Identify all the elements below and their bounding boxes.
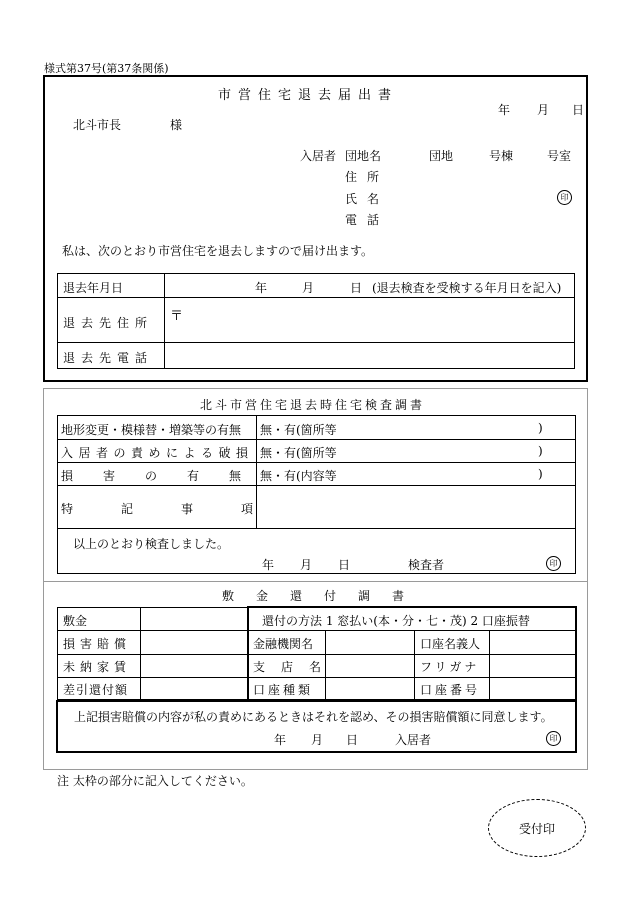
account-label-1: フリガナ: [420, 660, 480, 674]
form-number: 様式第37号(第37条関係): [44, 62, 169, 75]
inspection-title: 北斗市営住宅退去時住宅検査調書: [200, 398, 426, 412]
room-label: 号室: [547, 149, 572, 163]
notice-date-month: 月: [537, 103, 550, 117]
addressee-honorific: 様: [170, 118, 183, 132]
inspection-row-close-2: ): [538, 467, 543, 481]
notice-date-day: 日: [572, 103, 585, 117]
consent-text: 上記損害賠償の内容が私の責めにあるときはそれを認め、その損害賠償額に同意します。: [74, 710, 553, 724]
moveout-date-year: 年: [255, 281, 268, 295]
applicant-label: 入居者: [300, 149, 337, 163]
account-label-2: 口座番号: [420, 683, 481, 697]
new-address-label: 退去先住所: [63, 316, 154, 330]
inspection-row-label-0: 地形変更・模様替・増築等の有無: [61, 423, 242, 437]
account-label-0: 口座名義人: [420, 637, 481, 651]
bank-label-0: 金融機関名: [253, 637, 314, 651]
danchi-name-label: 団地名: [345, 149, 382, 163]
addressee: 北斗市長: [73, 118, 122, 132]
consent-date-day: 日: [346, 733, 359, 747]
address-label: 住所: [345, 170, 390, 184]
deposit-left-label-1: 損害賠償: [63, 637, 132, 651]
moveout-date-note: (退去検査を受検する年月日を記入): [372, 281, 562, 295]
inspection-row-value-2: 無・有(内容等: [260, 469, 337, 483]
consent-date-year: 年: [274, 733, 287, 747]
name-label: 氏名: [345, 192, 390, 206]
new-phone-label: 退去先電話: [63, 351, 154, 365]
notice-date-year: 年: [498, 103, 511, 117]
moveout-date-month: 月: [302, 281, 315, 295]
receipt-stamp: [488, 799, 586, 857]
moveout-date-label: 退去年月日: [63, 281, 124, 295]
inspection-confirm-text: 以上のとおり検査しました。: [73, 537, 230, 551]
building-label: 号棟: [489, 149, 514, 163]
inspection-date-year: 年: [262, 558, 275, 572]
bank-label-2: 口座種類: [253, 683, 314, 697]
notice-statement: 私は、次のとおり市営住宅を退去しますので届け出ます。: [62, 244, 374, 258]
deposit-title: 敷金還付調書: [222, 589, 427, 603]
consent-date-month: 月: [311, 733, 324, 747]
deposit-left-label-0: 敷金: [63, 614, 88, 628]
postal-mark: 〒: [170, 309, 184, 324]
applicant-seal-icon: 印: [557, 190, 572, 205]
resident-label: 入居者: [395, 733, 432, 747]
phone-label: 電話: [345, 213, 390, 227]
inspection-row-close-1: ): [538, 444, 543, 458]
bank-label-1: 支店名: [253, 660, 338, 674]
inspection-row-value-1: 無・有(箇所等: [260, 446, 337, 460]
inspector-label: 検査者: [408, 558, 445, 572]
inspection-row-value-0: 無・有(箇所等: [260, 423, 337, 437]
refund-method: 還付の方法 1 窓払い(本・分・七・茂) 2 口座振替: [262, 614, 530, 628]
deposit-left-label-2: 未納家賃: [63, 660, 132, 674]
inspection-date-month: 月: [300, 558, 313, 572]
moveout-date-day: 日: [350, 281, 363, 295]
inspection-row-label-2: 損害の有無: [61, 469, 272, 483]
footnote: 注 太枠の部分に記入してください。: [57, 774, 253, 788]
inspection-row-label-1: 入居者の責めによる破損: [61, 446, 254, 460]
inspector-seal-icon: 印: [546, 556, 561, 571]
resident-seal-icon: 印: [546, 731, 561, 746]
receipt-stamp-label: 受付印: [518, 821, 555, 836]
remarks-label: 特記事項: [61, 502, 302, 516]
inspection-date-day: 日: [338, 558, 351, 572]
danchi-label: 団地: [429, 149, 454, 163]
deposit-left-label-3: 差引還付額: [63, 683, 129, 697]
notice-title: 市営住宅退去届出書: [218, 88, 399, 103]
inspection-row-close-0: ): [538, 421, 543, 435]
